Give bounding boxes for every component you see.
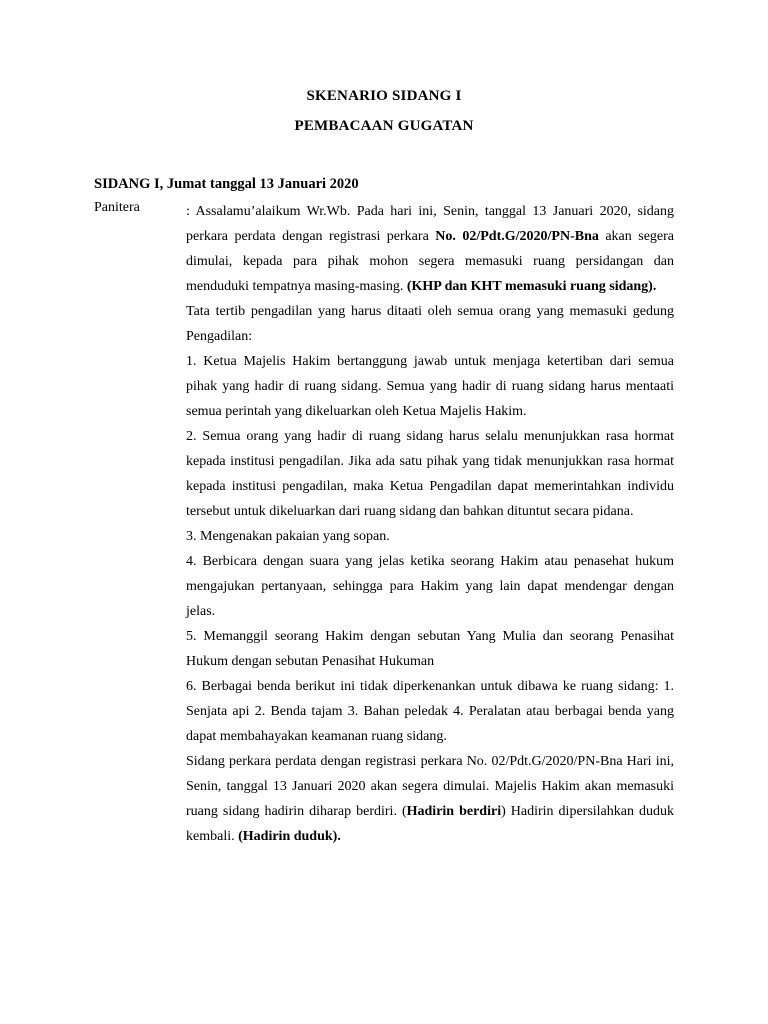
rule-item-6: 6. Berbagai benda berikut ini tidak diperkenankan untuk dibawa ke ruang sidang: 1. Senjata api 2. Benda tajam 3. Bahan peledak 4. Peralatan atau berbagai benda yang dapat membahayakan keamanan ruang sidang. bbox=[186, 679, 674, 744]
document-subtitle: PEMBACAAN GUGATAN bbox=[294, 118, 474, 134]
case-number: No. 02/Pdt.G/2020/PN-Bna bbox=[435, 229, 599, 244]
stage-direction-enter: (KHP dan KHT memasuki ruang sidang). bbox=[406, 279, 657, 294]
closing-text-2: ) Hadirin dipersilahkan duduk kembali. bbox=[186, 804, 674, 844]
rule-item-2: 2. Semua orang yang hadir di ruang sidang harus selalu menunjukkan rasa hormat kepada institusi pengadilan. Jika ada satu pihak yang tidak menunjukkan rasa hormat kepada institusi pengadilan, maka Ketua Pengadilan dapat memerintahkan individu tersebut untuk dikeluarkan dari ruang sidang dan bahkan dituntut secara pidana. bbox=[186, 429, 674, 519]
rule-item-4: 4. Berbicara dengan suara yang jelas ketika seorang Hakim atau penasehat hukum mengajukan pertanyaan, sehingga para Hakim yang lain dapat mendengar dengan jelas. bbox=[186, 554, 674, 619]
opening-text-2: akan segera dimulai, kepada para pihak mohon segera memasuki ruang persidangan dan menduduki tempatnya masing-masing. bbox=[186, 229, 674, 294]
rule-item-3: 3. Mengenakan pakaian yang sopan. bbox=[186, 529, 390, 544]
speaker-text bbox=[186, 199, 674, 849]
opening-paragraph bbox=[186, 199, 674, 299]
closing-text-1: Sidang perkara perdata dengan registrasi perkara No. 02/Pdt.G/2020/PN-Bna Hari ini, Senin, tanggal 13 Januari 2020 akan segera dimulai. Majelis Hakim akan memasuki ruang sidang hadirin diharap berdiri. ( bbox=[186, 754, 674, 819]
rule-item-1: 1. Ketua Majelis Hakim bertanggung jawab untuk menjaga ketertiban dari semua pihak yang hadir di ruang sidang. Semua yang hadir di ruang sidang harus mentaati semua perintah yang dikeluarkan oleh Ketua Majelis Hakim. bbox=[186, 354, 674, 419]
opening-text-1: : Assalamu’alaikum Wr.Wb. Pada hari ini, Senin, tanggal 13 Januari 2020, sidang perkara perdata dengan registrasi perkara bbox=[186, 204, 674, 244]
stage-direction-stand: Hadirin berdiri bbox=[406, 804, 502, 819]
stage-direction-sit: (Hadirin duduk). bbox=[238, 829, 341, 844]
rule-item-5: 5. Memanggil seorang Hakim dengan sebutan Yang Mulia dan seorang Penasihat Hukum dengan sebutan Penasihat Hukuman bbox=[186, 629, 674, 669]
rules-intro: Tata tertib pengadilan yang harus ditaati oleh semua orang yang memasuki gedung Pengadilan: bbox=[186, 304, 674, 344]
closing-paragraph bbox=[186, 749, 674, 849]
document-title: SKENARIO SIDANG I bbox=[306, 88, 462, 104]
session-heading: SIDANG I, Jumat tanggal 13 Januari 2020 bbox=[94, 176, 359, 192]
speaker-label: Panitera bbox=[94, 200, 140, 215]
